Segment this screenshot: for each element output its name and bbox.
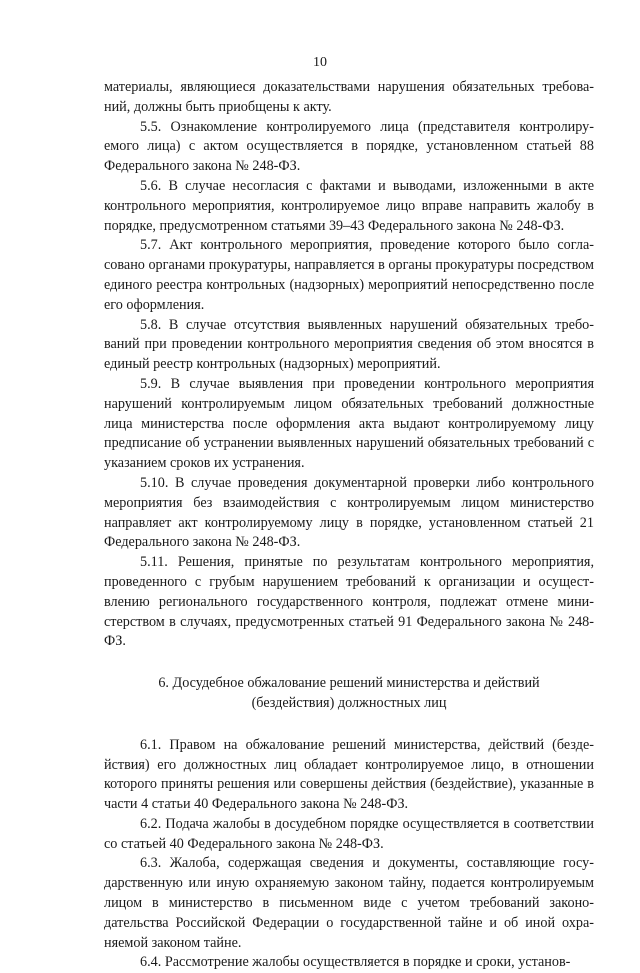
paragraph-6-2: 6.2. Подача жалобы в досудебном порядке осуществляется в соответствии со статьей 40 Федерального закона № 248-ФЗ. [104, 815, 594, 852]
page-number: 10 [313, 55, 327, 70]
paragraph-5-7: 5.7. Акт контрольного мероприятия, проведение которого было согласовано органами прокуратуры, направляется в органы прокуратуры посредством единого реестра контрольных (надзорных) мероприятий непосредственно после его оформления. [104, 237, 594, 313]
paragraph-5-4-continuation: материалы, являющиеся доказательствами нарушения обязательных требований, должны быть приобщены к акту. [104, 79, 594, 115]
paragraph-6-1: 6.1. Правом на обжалование решений министерства, действий (бездействия) его должностных лиц обладает контролируемое лицо, в отношении которого приняты решения или совершены действия (бездействие), указанные в части 4 статьи 40 Федерального закона № 248-ФЗ. [104, 736, 594, 813]
section-6-heading-line-1: 6. Досудебное обжалование решений министерства и действий [158, 675, 540, 692]
document-body [104, 78, 594, 973]
paragraph-5-5: 5.5. Ознакомление контролируемого лица (представителя контролируемого лица) с актом осуществляется в порядке, установленном статьей 88 Федерального закона № 248-ФЗ. [104, 118, 594, 175]
section-6-heading [104, 674, 594, 714]
paragraph-5-10: 5.10. В случае проведения документарной проверки либо контрольного мероприятия без взаимодействия с контролируемым лицом министерство направляет акт контролируемому лицу в порядке, установленном статьей 21 Федерального закона № 248-ФЗ. [104, 474, 594, 551]
paragraph-6-4: 6.4. Рассмотрение жалобы осуществляется в порядке и сроки, установ- [140, 954, 571, 971]
paragraph-5-8: 5.8. В случае отсутствия выявленных нарушений обязательных требований при проведении контрольного мероприятия сведения об этом вносятся в единый реестр контрольных (надзорных) мероприятий. [104, 316, 594, 373]
section-6-heading-line-2: (бездействия) должностных лиц [251, 694, 447, 711]
paragraph-5-9: 5.9. В случае выявления при проведении контрольного мероприятия нарушений контролируемым лицом обязательных требований должностные лица министерства после оформления акта выдают контролируемому лицу предписание об устранении выявленных нарушений обязательных требований с указанием сроков их устранения. [104, 375, 594, 472]
paragraph-6-3: 6.3. Жалоба, содержащая сведения и документы, составляющие государственную или иную охраняемую законом тайну, подается контролируемым лицом в министерство в письменном виде с учетом требований законодательства Российской Федерации о государственной тайне и об иной охраняемой законом тайне. [104, 855, 594, 951]
paragraph-5-11: 5.11. Решения, принятые по результатам контрольного мероприятия, проведенного с грубым нарушением требований к организации и осуществлению регионального государственного контроля, подлежат отмене министерством в случаях, предусмотренных статьей 91 Федерального закона № 248-ФЗ. [104, 554, 594, 650]
paragraph-5-6: 5.6. В случае несогласия с фактами и выводами, изложенными в акте контрольного мероприятия, контролируемое лицо вправе направить жалобу в порядке, предусмотренном статьями 39–43 Федерального закона № 248-ФЗ. [104, 177, 594, 234]
